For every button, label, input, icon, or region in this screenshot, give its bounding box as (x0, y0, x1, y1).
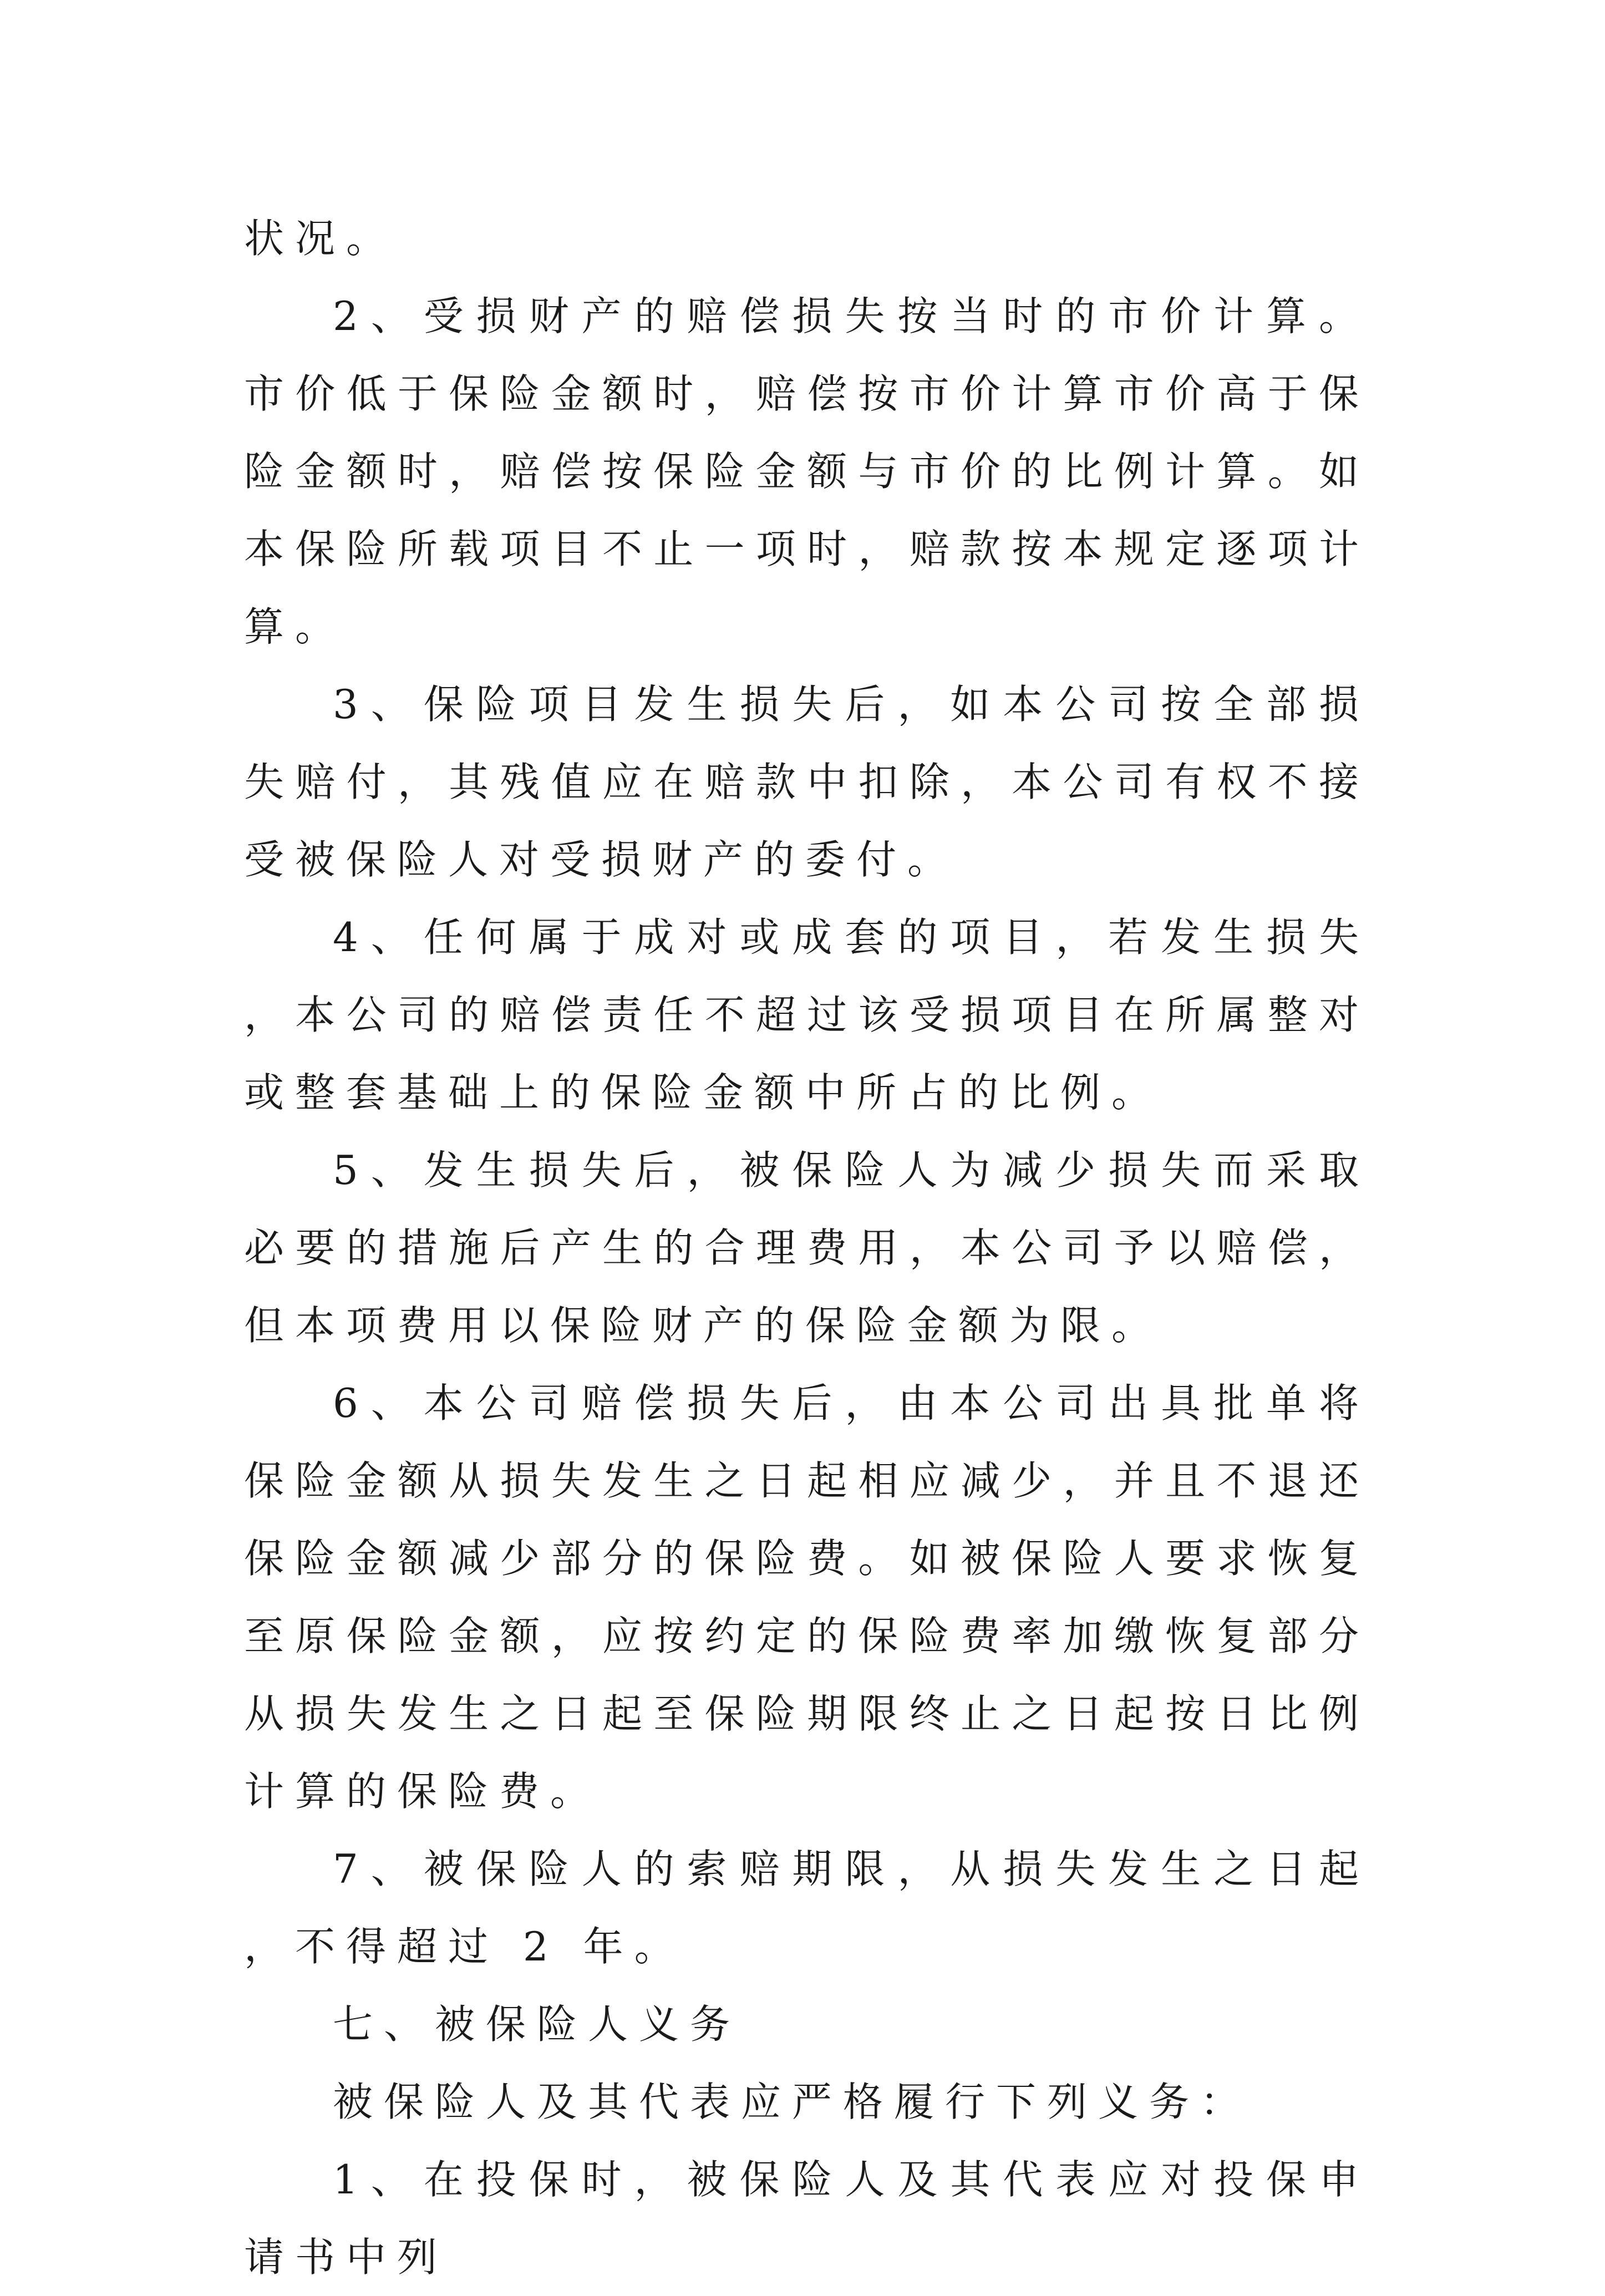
paragraph-item-6: 6、本公司赔偿损失后，由本公司出具批单将保险金额从损失发生之日起相应减少，并且不退还保险金额减少部分的保险费。如被保险人要求恢复至原保险金额，应按约定的保险费率加缴恢复部分从损失发生之日起至保险期限终止之日起按日比例计算的保险费。 (244, 1380, 1370, 1815)
paragraph-item-3: 3、保险项目发生损失后，如本公司按全部损失赔付，其残值应在赔款中扣除，本公司有权不接受被保险人对受损财产的委付。 (244, 681, 1370, 883)
paragraph-item-7: 7、被保险人的索赔期限，从损失发生之日起，不得超过 2 年。 (244, 1846, 1370, 1970)
paragraph-item-2: 2、受损财产的赔偿损失按当时的市价计算。市价低于保险金额时，赔偿按市价计算市价高于保险金额时，赔偿按保险金额与市价的比例计算。如本保险所载项目不止一项时，赔款按本规定逐项计算。 (244, 293, 1370, 650)
paragraph-continuation: 状况。 (244, 215, 398, 262)
paragraph-item-1: 1、在投保时，被保险人及其代表应对投保申请书中列 (244, 2156, 1370, 2280)
paragraph-item-4: 4、任何属于成对或成套的项目，若发生损失，本公司的赔偿责任不超过该受损项目在所属整对或整套基础上的保险金额中所占的比例。 (244, 914, 1370, 1116)
document-page (244, 200, 1370, 2280)
paragraph-intro: 被保险人及其代表应严格履行下列义务： (333, 2079, 1252, 2125)
section-heading: 七、被保险人义务 (333, 2001, 741, 2048)
paragraph-item-5: 5、发生损失后，被保险人为减少损失而采取必要的措施后产生的合理费用，本公司予以赔偿，但本项费用以保险财产的保险金额为限。 (244, 1147, 1370, 1349)
